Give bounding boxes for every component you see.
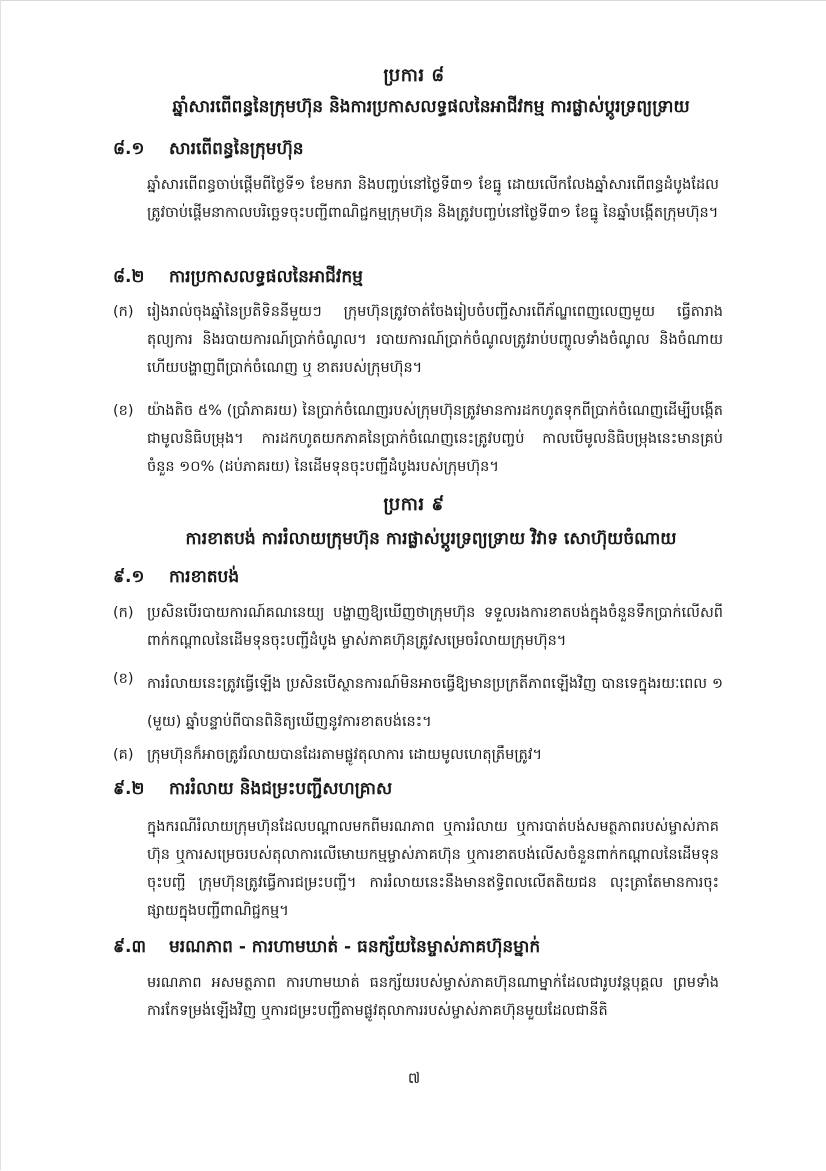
section-9-2-heading — [113, 778, 392, 803]
section-number: ៩.១ — [113, 567, 145, 587]
section-number: ៨.១ — [113, 139, 145, 159]
section-number: ៩.២ — [113, 779, 145, 799]
article-8-label: ប្រការ ៨ — [383, 65, 445, 86]
item-text: ការរំលាយនេះត្រូវធ្វើឡើង ប្រសិនបើស្ថានការណ៍មិនអាចធ្វើឱ្យមានប្រក្រតីភាពឡើងវិញ បានទេក្នុងរយៈពេល ១ (មួយ) ឆ្នាំបន្ទាប់ពីបានពិនិត្យឃើញនូវការខាតបង់នេះ។ — [147, 676, 723, 730]
list-item-9-1-kha — [113, 665, 723, 741]
page-number: ៧ — [407, 1069, 421, 1087]
section-8-1-heading — [113, 138, 304, 163]
item-marker: (ខ) — [113, 403, 134, 419]
article-9-title: ការខាតបង់ ការរំលាយក្រុមហ៊ុន ការផ្លាស់ប្ដូរទ្រព្យទ្រាយ វិវាទ សោហ៊ុយចំណាយ — [185, 529, 677, 549]
section-title: មរណភាព - ការហាមឃាត់ - ធនក្ស័យនៃម្ចាស់ភាគហ៊ុនម្នាក់ — [169, 937, 541, 957]
section-number: ៨.២ — [113, 267, 145, 287]
article-9-label: ប្រការ ៩ — [383, 494, 445, 515]
item-marker: (ក) — [113, 605, 134, 621]
section-9-3-heading — [113, 936, 540, 961]
item-text: រៀងរាល់ចុងឆ្នាំនៃប្រតិទិននីមួយៗ ក្រុមហ៊ុនត្រូវចាត់ចែងរៀបចំបញ្ជីសារពើភ័ណ្ឌពេញលេញមួយ ធ្វើតារាងតុល្យការ និងរបាយការណ៍ប្រាក់ចំណូល។ របាយការណ៍ប្រាក់ចំណូលត្រូវរាប់បញ្ចូលទាំងចំណូល និងចំណាយ ហើយបង្ហាញពីប្រាក់ចំណេញ ឬ ខាតរបស់ក្រុមហ៊ុន។ — [147, 304, 723, 376]
list-item-9-1-ko — [113, 741, 723, 769]
section-8-1-paragraph: ឆ្នាំសារពើពន្ធចាប់ផ្ដើមពីថ្ងៃទី១ ខែមករា និងបញ្ចប់នៅថ្ងៃទី៣១ ខែធ្នូ ដោយលើកលែងឆ្នាំសារពើពន្ធដំបូងដែលត្រូវចាប់ផ្ដើមនាកាលបរិច្ឆេទចុះបញ្ជីពាណិជ្ជកម្មក្រុមហ៊ុន និងត្រូវបញ្ចប់នៅថ្ងៃទី៣១ ខែធ្នូ នៃឆ្នាំបង្កើតក្រុមហ៊ុន។ — [147, 177, 719, 221]
section-number: ៩.៣ — [113, 937, 147, 957]
item-text: ក្រុមហ៊ុនក៏អាចត្រូវរំលាយបានដែរតាមផ្លូវតុលាការ ដោយមូលហេតុត្រឹមត្រូវ។ — [147, 747, 543, 763]
section-9-2-paragraph: ក្នុងករណីរំលាយក្រុមហ៊ុនដែលបណ្ដាលមកពីមរណភាព ឬការរំលាយ ឬការបាត់បង់សមត្ថភាពរបស់ម្ចាស់ភាគហ៊ុន ឬការសម្រេចរបស់តុលាការលើមោឃកម្មម្ចាស់ភាគហ៊ុន ឬការខាតបង់លើសចំនួនពាក់កណ្ដាលនៃដើមទុនចុះបញ្ជី ក្រុមហ៊ុនត្រូវធ្វើការជម្រះបញ្ជី។ ការរំលាយនេះនឹងមានឥទ្ធិពលលើតតិយជន លុះត្រាតែមានការចុះផ្សាយក្នុងបញ្ជីពាណិជ្ជកម្ម។ — [147, 819, 719, 919]
section-9-3-paragraph: មរណភាព អសមត្ថភាព ការហាមឃាត់ ធនក្ស័យរបស់ម្ចាស់ភាគហ៊ុនណាម្នាក់ដែលជារូបវន្តបុគ្គល ព្រមទាំងការកែទម្រង់ឡើងវិញ ឬការជម្រះបញ្ជីតាមផ្លូវតុលាការរបស់ម្ចាស់ភាគហ៊ុនមួយដែលជានីតិ — [147, 975, 719, 1019]
section-title: ការរំលាយ និងជម្រះបញ្ជីសហគ្រាស — [169, 779, 393, 799]
section-title: ការខាតបង់ — [169, 567, 240, 587]
list-item-8-2-ka — [113, 298, 723, 382]
item-marker: (គ) — [113, 747, 134, 763]
document-page — [1, 1, 826, 1171]
section-8-2-heading — [113, 266, 363, 291]
list-item-8-2-kha — [113, 397, 723, 481]
item-text: ប្រសិនបើរបាយការណ៍គណនេយ្យ បង្ហាញឱ្យឃើញថាក្រុមហ៊ុន ទទួលរងការខាតបង់ក្នុងចំនួនទឹកប្រាក់លើសពីពាក់កណ្ដាលនៃដើមទុនចុះបញ្ជីដំបូង ម្ចាស់ភាគហ៊ុនត្រូវសម្រេចរំលាយក្រុមហ៊ុន។ — [147, 605, 723, 649]
section-title: ការប្រកាសលទ្ធផលនៃអាជីវកម្ម — [169, 267, 363, 287]
section-9-1-heading — [113, 566, 239, 591]
item-marker: (ខ) — [113, 671, 134, 687]
item-text: យ៉ាងតិច ៥% (ប្រាំភាគរយ) នៃប្រាក់ចំណេញរបស់ក្រុមហ៊ុនត្រូវមានការដកហូតទុកពីប្រាក់ចំណេញដើម្បីបង្កើតជាមូលនិធិបម្រុង។ ការដកហូតយកភាគនៃប្រាក់ចំណេញនេះត្រូវបញ្ចប់ កាលបើមូលនិធិបម្រុងនេះមានគ្រប់ចំនួន ១០% (ដប់ភាគរយ) នៃដើមទុនចុះបញ្ជីដំបូងរបស់ក្រុមហ៊ុន។ — [147, 403, 723, 475]
article-8-title: ឆ្នាំសារពើពន្ធនៃក្រុមហ៊ុន និងការប្រកាសលទ្ធផលនៃអាជីវកម្ម ការផ្លាស់ប្ដូរទ្រព្យទ្រាយ — [172, 97, 690, 117]
item-marker: (ក) — [113, 304, 134, 320]
list-item-9-1-ka — [113, 599, 723, 655]
section-title: សារពើពន្ធនៃក្រុមហ៊ុន — [169, 139, 304, 159]
